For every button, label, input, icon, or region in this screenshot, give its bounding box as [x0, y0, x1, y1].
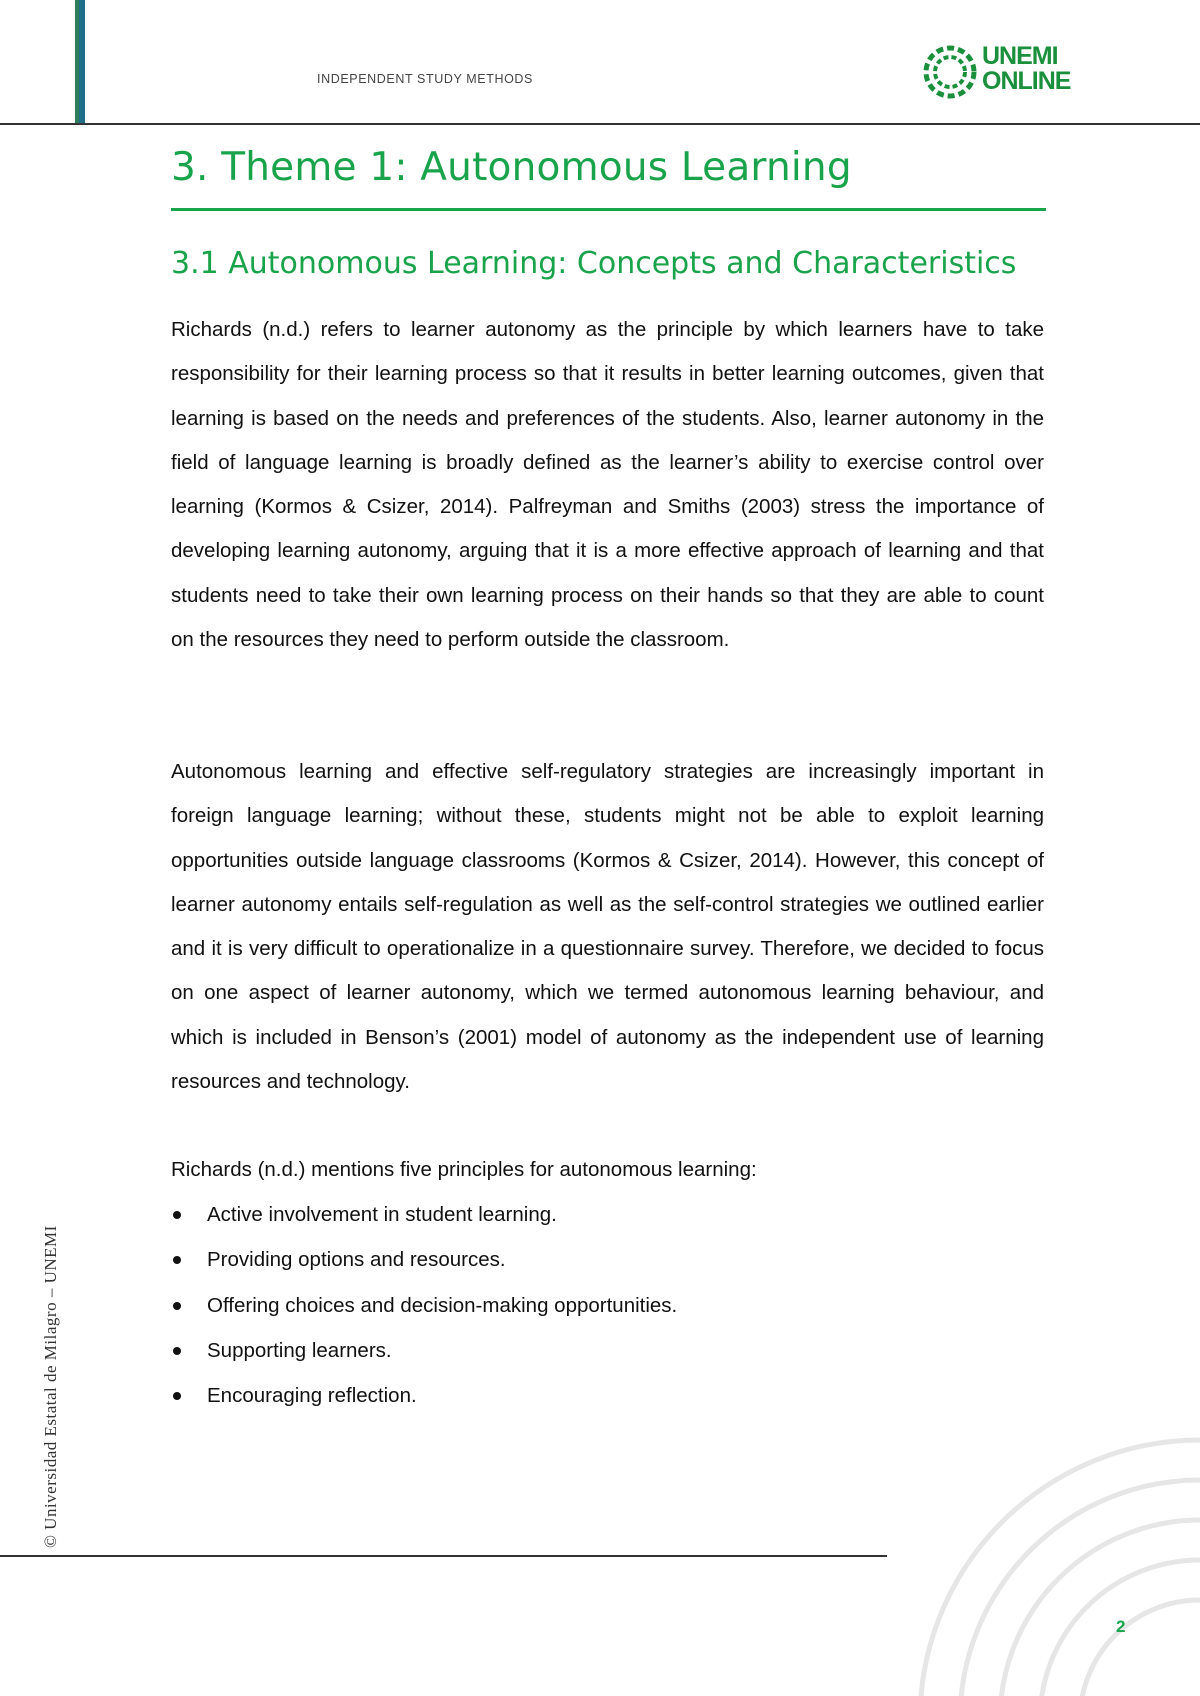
- list-item: [171, 1328, 677, 1373]
- header-divider: [0, 123, 1200, 125]
- list-item-text: Providing options and resources.: [207, 1248, 506, 1272]
- copyright-credit: © Universidad Estatal de Milagro – UNEMI: [41, 1225, 60, 1548]
- logo-word-online: ONLINE: [982, 67, 1071, 95]
- paragraph-1: Richards (n.d.) refers to learner autonomy as the principle by which learners have to take responsibility for their learning process so that it results in better learning outcomes, given that learning is based on the needs and preferences of the students. Also, learner autonomy in the field of language learning is broadly defined as the learner’s ability to exercise control over learning (Kormos & Csizer, 2014). Palfreyman and Smiths (2003) stress the importance of developing learning autonomy, arguing that it is a more effective approach of learning and that students need to take their own learning process on their hands so that they are able to count on the resources they need to perform outside the classroom.: [171, 318, 1044, 652]
- principles-list: [171, 1192, 677, 1418]
- logo-ring-icon: [920, 40, 980, 104]
- footer-divider: [0, 1555, 887, 1557]
- list-item-text: Active involvement in student learning.: [207, 1203, 557, 1226]
- unemi-online-logo: [920, 40, 1090, 110]
- section-heading: 3. Theme 1: Autonomous Learning: [171, 145, 852, 190]
- paragraph-2: Autonomous learning and effective self-regulatory strategies are increasingly important in foreign language learning; without these, students might not be able to exploit learning opportunities outside language classrooms (Kormos & Csizer, 2014). However, this concept of learner autonomy entails self-regulation as well as the self-control strategies we outlined earlier and it is very difficult to operationalize in a questionnaire survey. Therefore, we decided to focus on one aspect of learner autonomy, which we termed autonomous learning behaviour, and which is included in Benson’s (2001) model of autonomy as the independent use of learning resources and technology.: [171, 760, 1044, 1094]
- bullet-icon: [173, 1347, 181, 1355]
- subsection-heading: 3.1 Autonomous Learning: Concepts and Characteristics: [171, 246, 1017, 281]
- bullet-icon: [173, 1392, 181, 1400]
- list-item: [171, 1373, 677, 1418]
- bullet-icon: [173, 1256, 181, 1264]
- logo-word-unemi: UNEMI: [982, 42, 1058, 70]
- page-number: 2: [1116, 1617, 1126, 1636]
- bullet-icon: [173, 1302, 181, 1310]
- decorative-arcs: [850, 1390, 1200, 1696]
- list-item-text: Supporting learners.: [207, 1338, 392, 1362]
- paragraph-3: Richards (n.d.) mentions five principles for autonomous learning:: [171, 1158, 757, 1181]
- list-item-text: Encouraging reflection.: [207, 1384, 417, 1408]
- header-accent-bar: [75, 0, 85, 124]
- list-item-text: Offering choices and decision-making opportunities.: [207, 1293, 678, 1317]
- list-item: [171, 1237, 677, 1282]
- list-item: [171, 1192, 677, 1237]
- heading-underline: [171, 208, 1046, 211]
- list-item: [171, 1283, 677, 1328]
- course-title: INDEPENDENT STUDY METHODS: [317, 72, 533, 86]
- bullet-icon: [173, 1211, 181, 1219]
